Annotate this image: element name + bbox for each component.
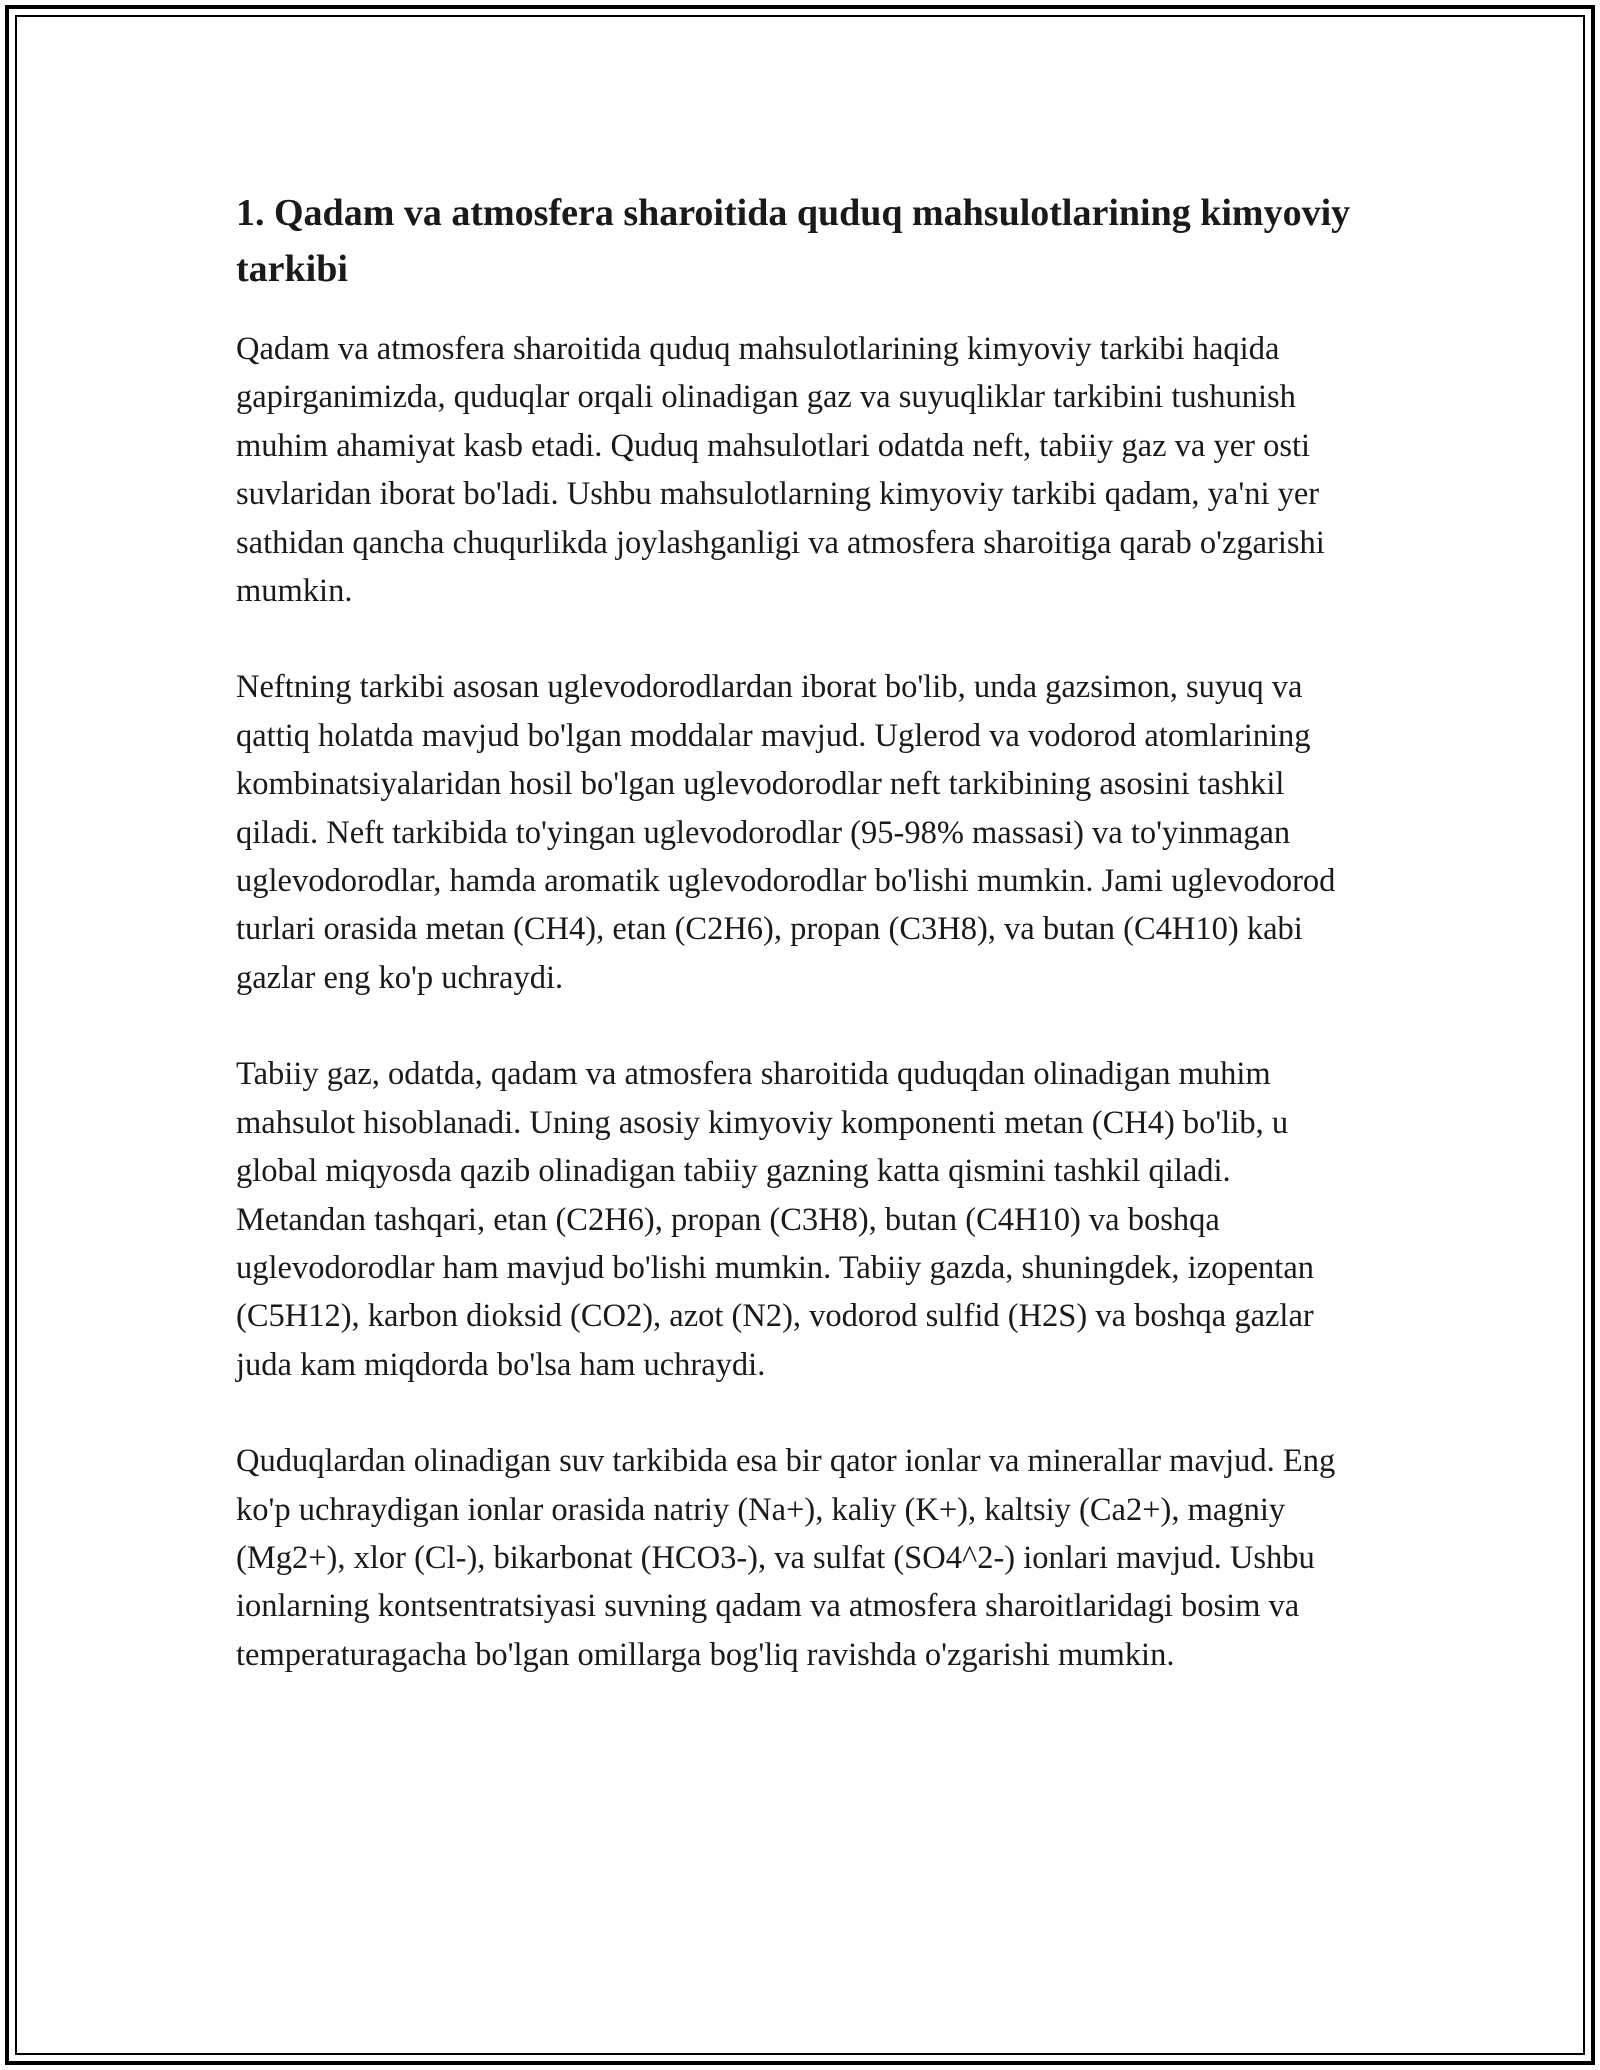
paragraph-water: Quduqlardan olinadigan suv tarkibida esa bir qator ionlar va minerallar mavjud. Eng ko'p uchraydigan ionlar orasida natriy (Na+), kaliy (K+), kaltsiy (Ca2+), magniy (Mg2+), xlor (Cl-), bikarbonat (HCO3-), va sulfat (SO4^2-) ionlari mavjud. Ushbu ionlarning kontsentratsiyasi suvning qadam va atmosfera sharoitlaridagi bosim va temperaturagacha bo'lgan omillarga bog'liq ravishda o'zgarishi mumkin. [236, 1443, 1336, 1673]
paragraph-oil: Neftning tarkibi asosan uglevodorodlardan iborat bo'lib, unda gazsimon, suyuq va qattiq holatda mavjud bo'lgan moddalar mavjud. Uglerod va vodorod atomlarining kombinatsiyalaridan hosil bo'lgan uglevodorodlar neft tarkibining asosini tashkil qiladi. Neft tarkibida to'yingan uglevodorodlar (95-98% massasi) va to'yinmagan uglevodorodlar, hamda aromatik uglevodorodlar bo'lishi mumkin. Jami uglevodorod turlari orasida metan (CH4), etan (C2H6), propan (C3H8), va butan (C4H10) kabi gazlar eng ko'p uchraydi. [236, 669, 1336, 996]
paragraph-intro: Qadam va atmosfera sharoitida quduq mahsulotlarining kimyoviy tarkibi haqida gapirganimizda, quduqlar orqali olinadigan gaz va suyuqliklar tarkibini tushunish muhim ahamiyat kasb etadi. Quduq mahsulotlari odatda neft, tabiiy gaz va yer osti suvlaridan iborat bo'ladi. Ushbu mahsulotlarning kimyoviy tarkibi qadam, ya'ni yer sathidan qancha chuqurlikda joylashganligi va atmosfera sharoitiga qarab o'zgarishi mumkin. [236, 331, 1325, 610]
document-body [236, 185, 1366, 1727]
paragraph-natural-gas: Tabiiy gaz, odatda, qadam va atmosfera sharoitida quduqdan olinadigan muhim mahsulot hisoblanadi. Uning asosiy kimyoviy komponenti metan (CH4) bo'lib, u global miqyosda qazib olinadigan tabiiy gazning katta qismini tashkil qiladi. Metandan tashqari, etan (C2H6), propan (C3H8), butan (C4H10) va boshqa uglevodorodlar ham mavjud bo'lishi mumkin. Tabiiy gazda, shuningdek, izopentan (C5H12), karbon dioksid (CO2), azot (N2), vodorod sulfid (H2S) va boshqa gazlar juda kam miqdorda bo'lsa ham uchraydi. [236, 1056, 1314, 1383]
section-title: 1. Qadam va atmosfera sharoitida quduq mahsulotlarining kimyoviy tarkibi [236, 192, 1351, 290]
